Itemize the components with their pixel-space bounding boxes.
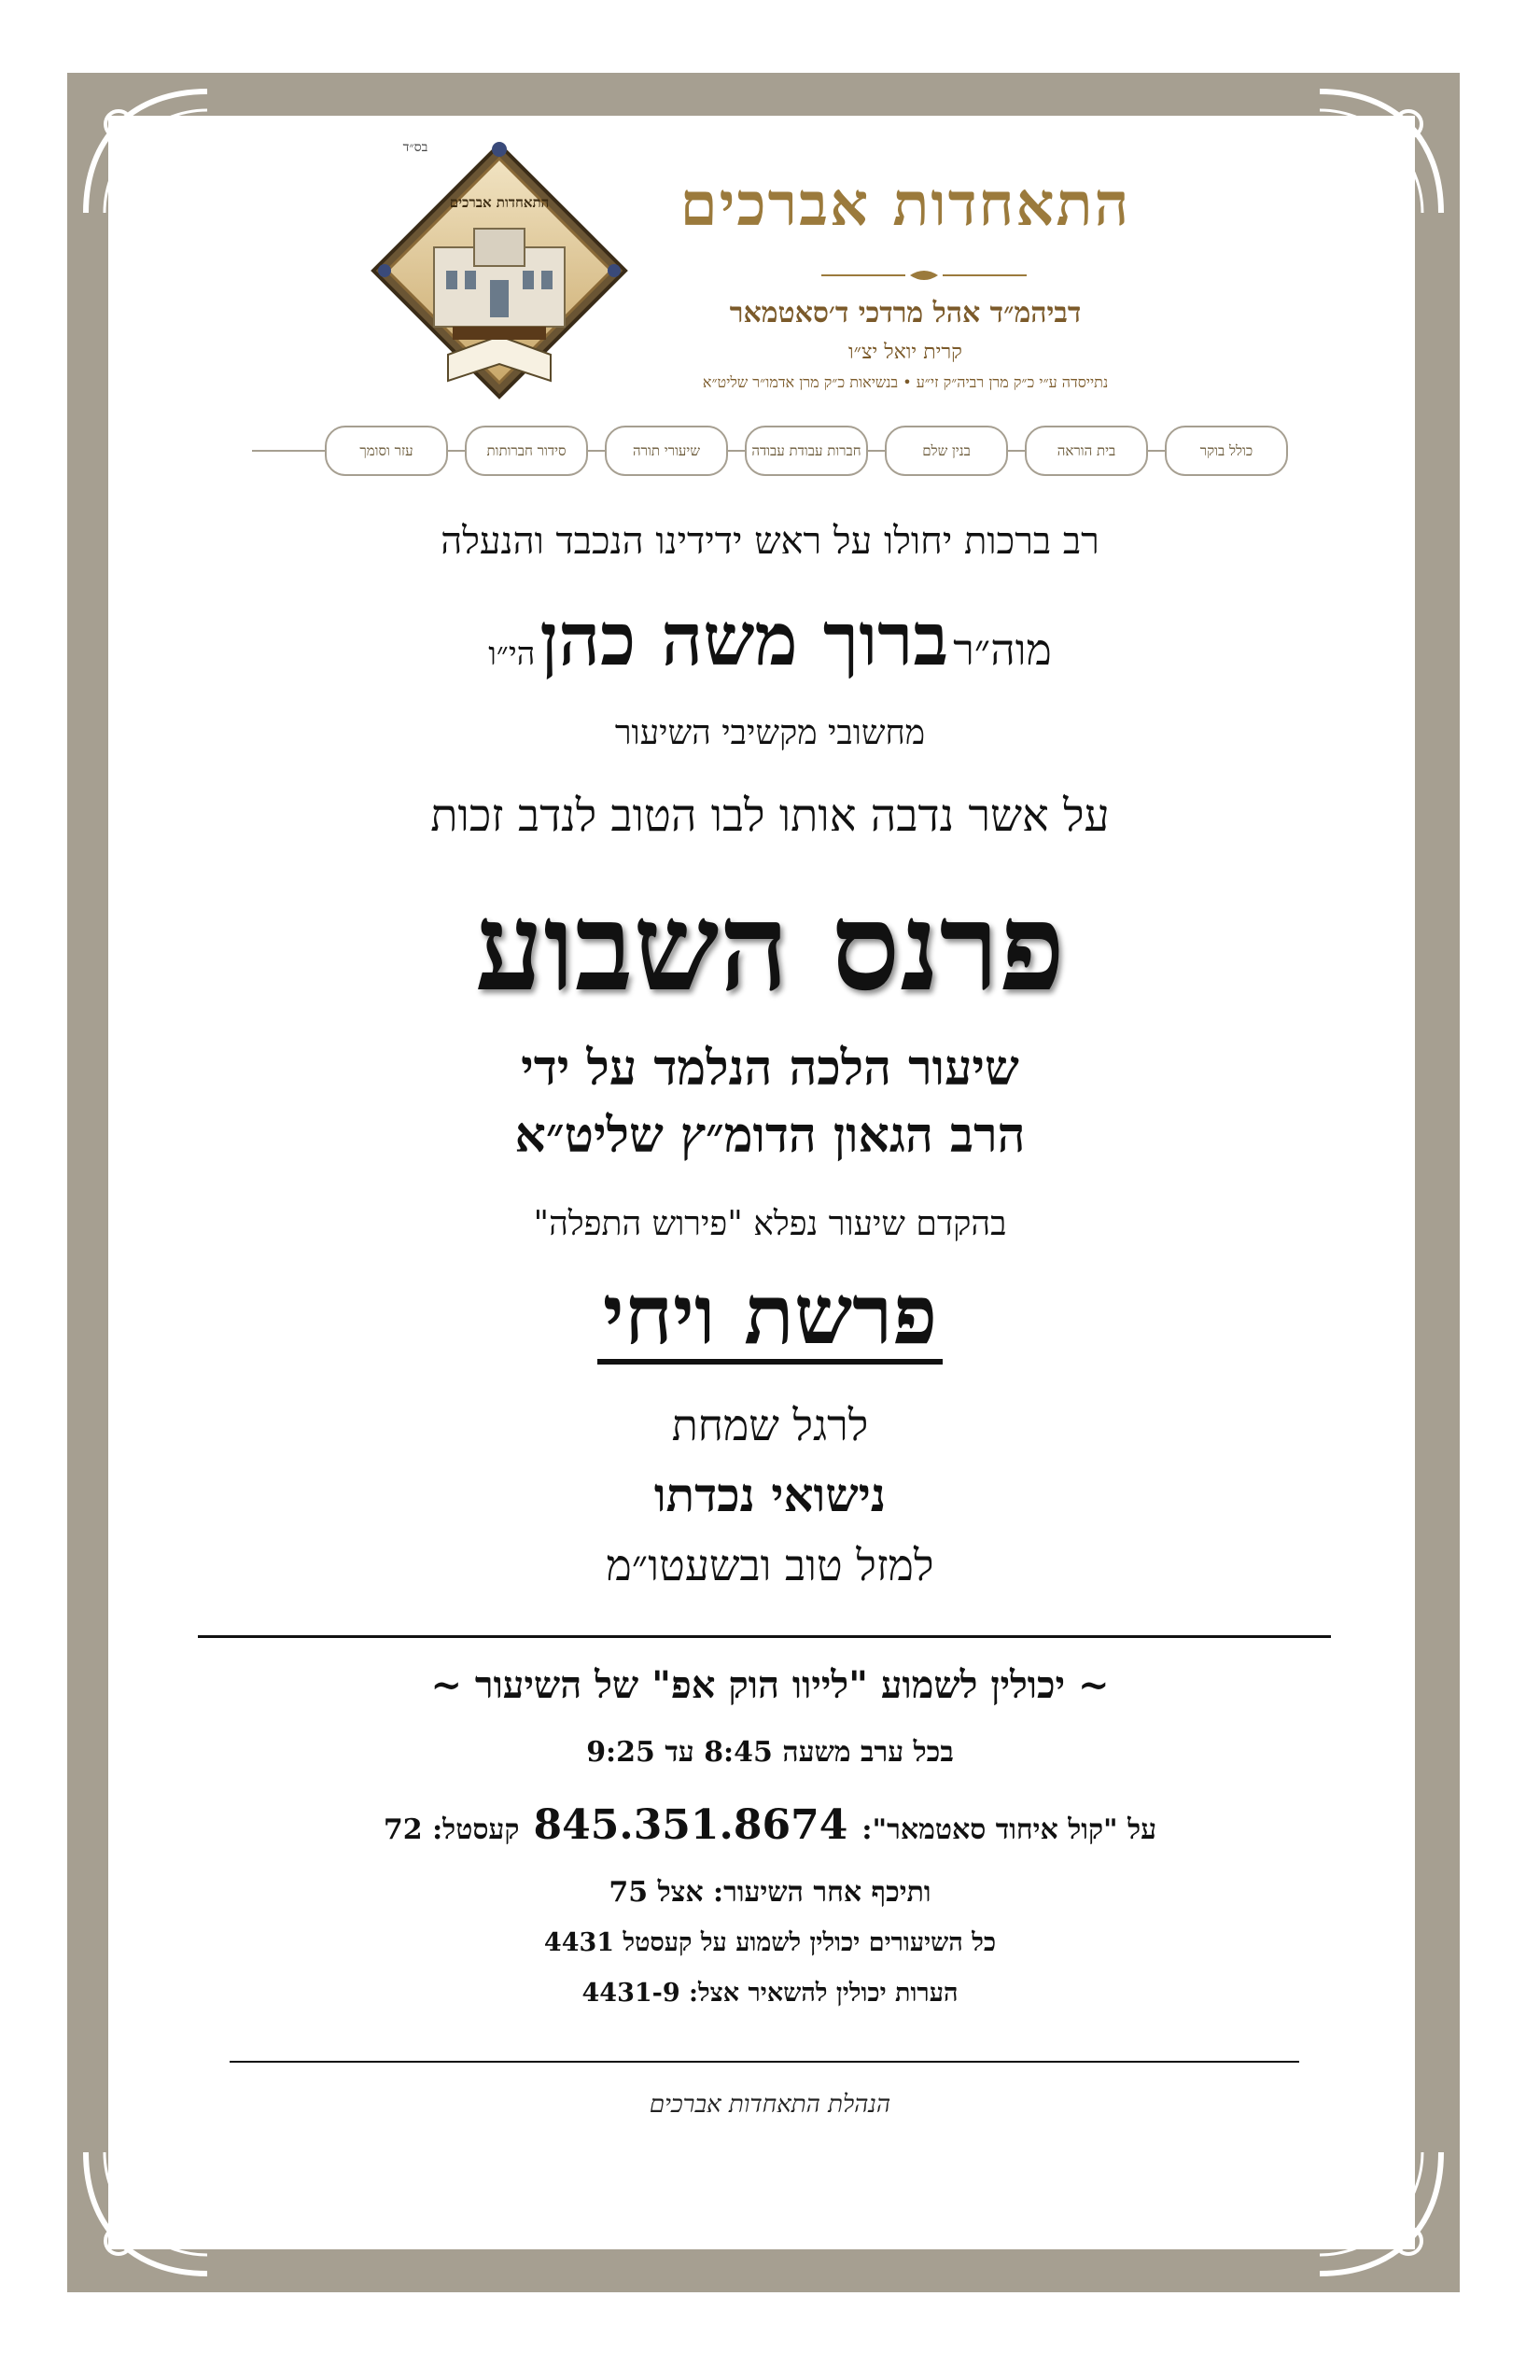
- occasion-line: לרגל שמחת: [671, 1400, 869, 1450]
- name-suffix: הי״ו: [488, 636, 536, 673]
- phone-line: [0, 1801, 1540, 1849]
- all-shiurim-line: כל השיעורים יכולין לשמוע על קעסטל 4431: [543, 1928, 997, 1957]
- comments-line: הערות יכולין להשאיר אצל: 4431-9: [581, 1979, 959, 2008]
- divider-bottom: [230, 2061, 1299, 2063]
- nav-bar: [252, 426, 1288, 476]
- emblem-title: התאחדות אברכים: [449, 194, 550, 211]
- honoree-name: ברוך משה כהן: [539, 597, 949, 682]
- org-title: התאחדות אברכים: [679, 170, 1131, 240]
- donation-line: על אשר נדבה אותו לבו הטוב לנדב זכות: [430, 790, 1110, 842]
- greeting-line: רב ברכות יחולו על ראש ידידינו הנכבד והנעלה: [441, 520, 1099, 563]
- main-title: פרנס השבוע: [474, 875, 1066, 1018]
- name-prefix: מוה״ר: [953, 624, 1052, 675]
- time-line: בכל ערב משעה 8:45 עד 9:25: [586, 1736, 954, 1769]
- phone-prefix: על "קול איחוד סאטמאר":: [861, 1813, 1157, 1846]
- org-location: קרית יואל יצ״ו: [848, 341, 962, 364]
- hakdama-line: בהקדם שיעור נפלא "פירוש התפלה": [533, 1205, 1007, 1243]
- nav-item-beis-horaah[interactable]: בית הוראה: [1025, 426, 1148, 476]
- divider-top: [198, 1635, 1331, 1638]
- shiur-line: שיעור הלכה הנלמד על ידי: [521, 1040, 1019, 1097]
- simcha-line: נישואי נכדתו: [653, 1467, 887, 1522]
- org-founded-line: נתייסדה ע״י כ״ק מרן רביה״ק זי״ע • בנשיאות כ״ק מרן אדמו״ר שליט״א: [702, 373, 1109, 391]
- rav-line: הרב הגאון הדומ״ץ שליט״א: [514, 1107, 1026, 1164]
- phone-ext: קעסטל: 72: [383, 1813, 520, 1846]
- parsha-wrap: [0, 1266, 1540, 1365]
- bsd-mark: בס״ד: [402, 140, 428, 155]
- nav-item-kollel[interactable]: כולל בוקר: [1165, 426, 1288, 476]
- nav-item-shiurei-torah[interactable]: שיעורי תורה: [605, 426, 728, 476]
- nav-item-ezer-vsomech[interactable]: עזר וסומך: [325, 426, 448, 476]
- after-shiur-line: ותיכף אחר השיעור: אצל 75: [609, 1876, 931, 1909]
- org-subtitle: דביהמ״ד אהל מרדכי ד׳סאטמאר: [729, 297, 1082, 329]
- subtext-line: מחשובי מקשיבי השיעור: [614, 714, 926, 752]
- phone-number[interactable]: 845.351.8674: [533, 1801, 848, 1849]
- corner-ornament-icon: [1310, 2143, 1450, 2283]
- parsha-title: פרשת ויחי: [597, 1269, 943, 1365]
- nav-item-binyan-shalem[interactable]: בנין שלם: [885, 426, 1008, 476]
- honoree-line: [0, 597, 1540, 682]
- nav-item-chavrus-avodah[interactable]: חברות עבודת עבודה: [745, 426, 868, 476]
- divider-ornament-icon: [821, 266, 1027, 285]
- mazel-tov-line: למזל טוב ובשעטו״מ: [606, 1540, 934, 1590]
- corner-ornament-icon: [77, 2143, 217, 2283]
- nav-item-sidur-chavrusos[interactable]: סידור חברותות: [465, 426, 588, 476]
- listen-title: ~ יכולין לשמוע "לייוו הוק אפ" של השיעור ~: [430, 1663, 1110, 1707]
- signature: הנהלת התאחדות אברכים: [649, 2091, 891, 2119]
